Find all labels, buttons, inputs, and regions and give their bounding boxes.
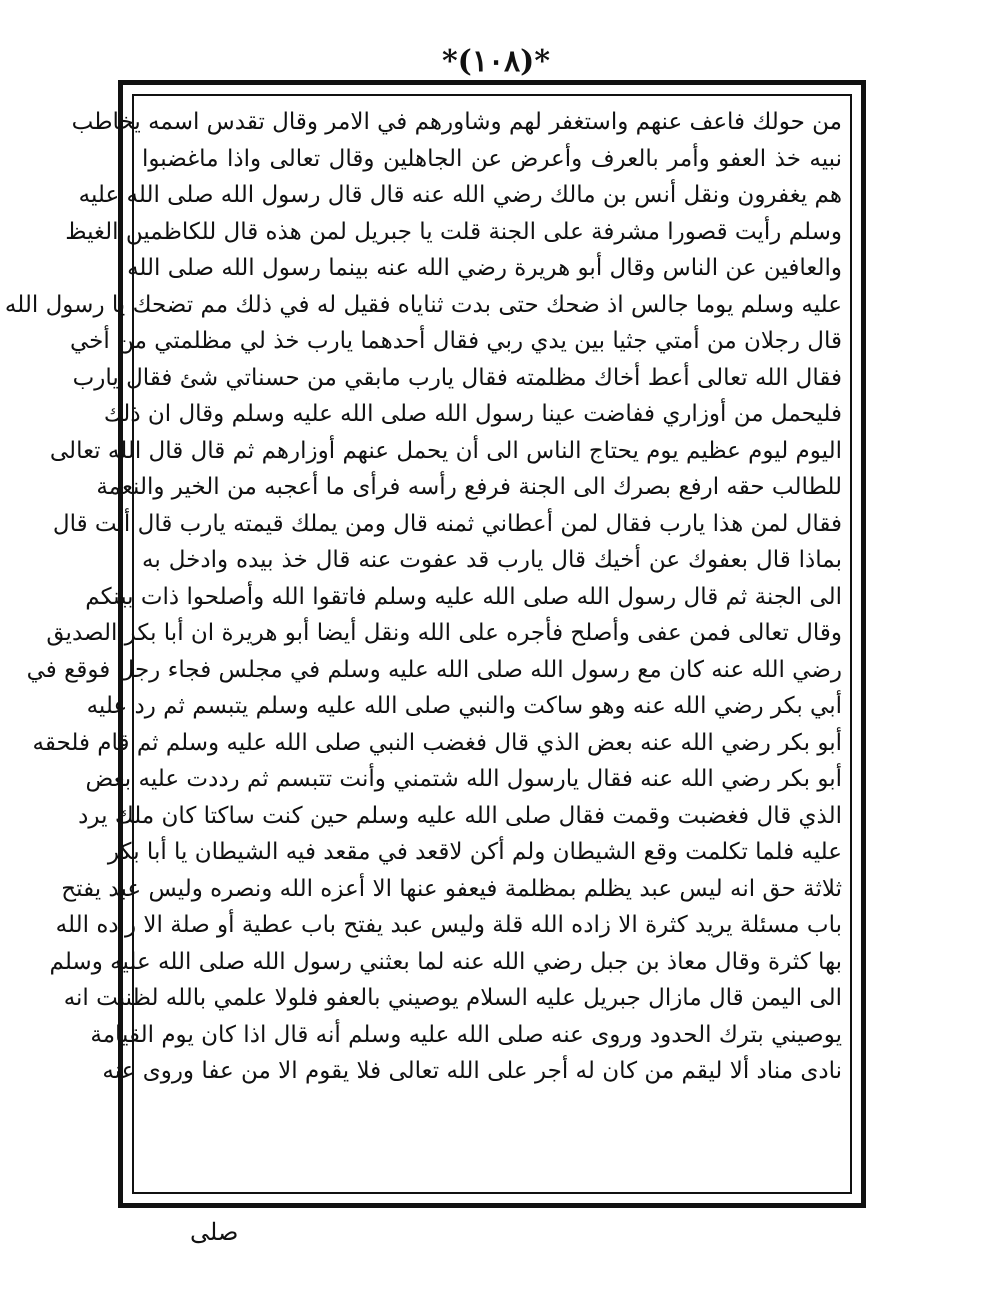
text-line: وقال تعالى فمن عفى وأصلح فأجره على الله ونقل أيضا أبو هريرة ان أبا بكر الصديق [46, 620, 842, 646]
text-line: أبو بكر رضي الله عنه بعض الذي قال فغضب النبي صلى الله عليه وسلم ثم قام فلحقه [32, 729, 842, 756]
text-line: باب مسئلة يريد كثرة الا زاده الله قلة وليس عبد يفتح باب عطية أو صلة الا زاده الله [55, 912, 842, 938]
catchword: صلى [190, 1218, 239, 1246]
text-line: أبي بكر رضي الله عنه وهو ساكت والنبي صلى الله عليه وسلم يتبسم ثم رد عليه [86, 693, 842, 719]
text-line: نادى مناد ألا ليقم من كان له أجر على الله تعالى فلا يقوم الا من عفا وروى عنه [102, 1058, 842, 1084]
text-line: للطالب حقه ارفع بصرك الى الجنة فرفع رأسه فرأى ما أعجبه من الخير والنعمة [96, 474, 842, 500]
text-line: الى اليمن قال مازال جبريل عليه السلام يوصيني بالعفو فلولا علمي بالله لظننت انه [63, 985, 842, 1011]
text-line: والعافين عن الناس وقال أبو هريرة رضي الله عنه بينما رسول الله صلى الله [127, 255, 842, 281]
text-line: يوصيني بترك الحدود وروى عنه صلى الله عليه وسلم أنه قال اذا كان يوم القيامة [90, 1021, 842, 1048]
main-text-block [4, 104, 842, 1184]
text-line: نبيه خذ العفو وأمر بالعرف وأعرض عن الجاهلين وقال تعالى واذا ماغضبوا [142, 145, 842, 172]
text-line: فقال الله تعالى أعط أخاك مظلمته فقال يارب مابقي من حسناتي شئ فقال يارب [72, 364, 842, 391]
text-line: فقال لمن هذا يارب فقال لمن أعطاني ثمنه قال ومن يملك قيمته يارب قال أنت قال [52, 510, 842, 537]
text-line: بماذا قال بعفوك عن أخيك قال يارب قد عفوت عنه قال خذ بيده وادخل به [142, 547, 842, 573]
text-line: فليحمل من أوزاري ففاضت عينا رسول الله صلى الله عليه وسلم وقال ان ذلك [103, 401, 842, 427]
text-line: عليه وسلم يوما جالس اذ ضحك حتى بدت ثناياه فقيل له في ذلك مم تضحك يا رسول الله [4, 291, 842, 318]
text-line: الى الجنة ثم قال رسول الله صلى الله عليه وسلم فاتقوا الله وأصلحوا ذات بينكم [85, 583, 842, 610]
text-line: رضي الله عنه كان مع رسول الله صلى الله عليه وسلم في مجلس فجاء رجل فوقع في [26, 656, 842, 683]
text-line: الذي قال فغضبت وقمت فقال صلى الله عليه وسلم حين كنت ساكتا كان ملك يرد [78, 802, 842, 829]
text-line: بها كثرة وقال معاذ بن جبل رضي الله عنه لما بعثني رسول الله صلى الله عليه وسلم [49, 948, 842, 975]
text-line: هم يغفرون ونقل أنس بن مالك رضي الله عنه قال قال رسول الله صلى الله عليه [78, 182, 842, 208]
text-line: ثلاثة حق انه ليس عبد يظلم بمظلمة فيعفو عنها الا أعزه الله ونصره وليس عبد يفتح [61, 875, 842, 902]
text-line: من حولك فاعف عنهم واستغفر لهم وشاورهم في الامر وقال تقدس اسمه يخاطب [71, 109, 842, 135]
text-line: قال رجلان من أمتي جثيا بين يدي ربي فقال أحدهما يارب خذ لي مظلمتي من أخي [70, 328, 842, 354]
page-number: *(١٠٨)* [441, 44, 551, 79]
text-line: عليه فلما تكلمت وقع الشيطان ولم أكن لاقعد في مقعد فيه الشيطان يا أبا بكر [107, 839, 842, 865]
text-line: اليوم ليوم عظيم يوم يحتاج الناس الى أن يحمل عنهم أوزارهم ثم قال قال الله تعالى [49, 437, 842, 464]
text-line: وسلم رأيت قصورا مشرفة على الجنة قلت يا جبريل لمن هذه قال للكاظمين الغيظ [65, 218, 842, 245]
text-line: أبو بكر رضي الله عنه فقال يارسول الله شتمني وأنت تتبسم ثم رددت عليه بعض [85, 766, 842, 792]
